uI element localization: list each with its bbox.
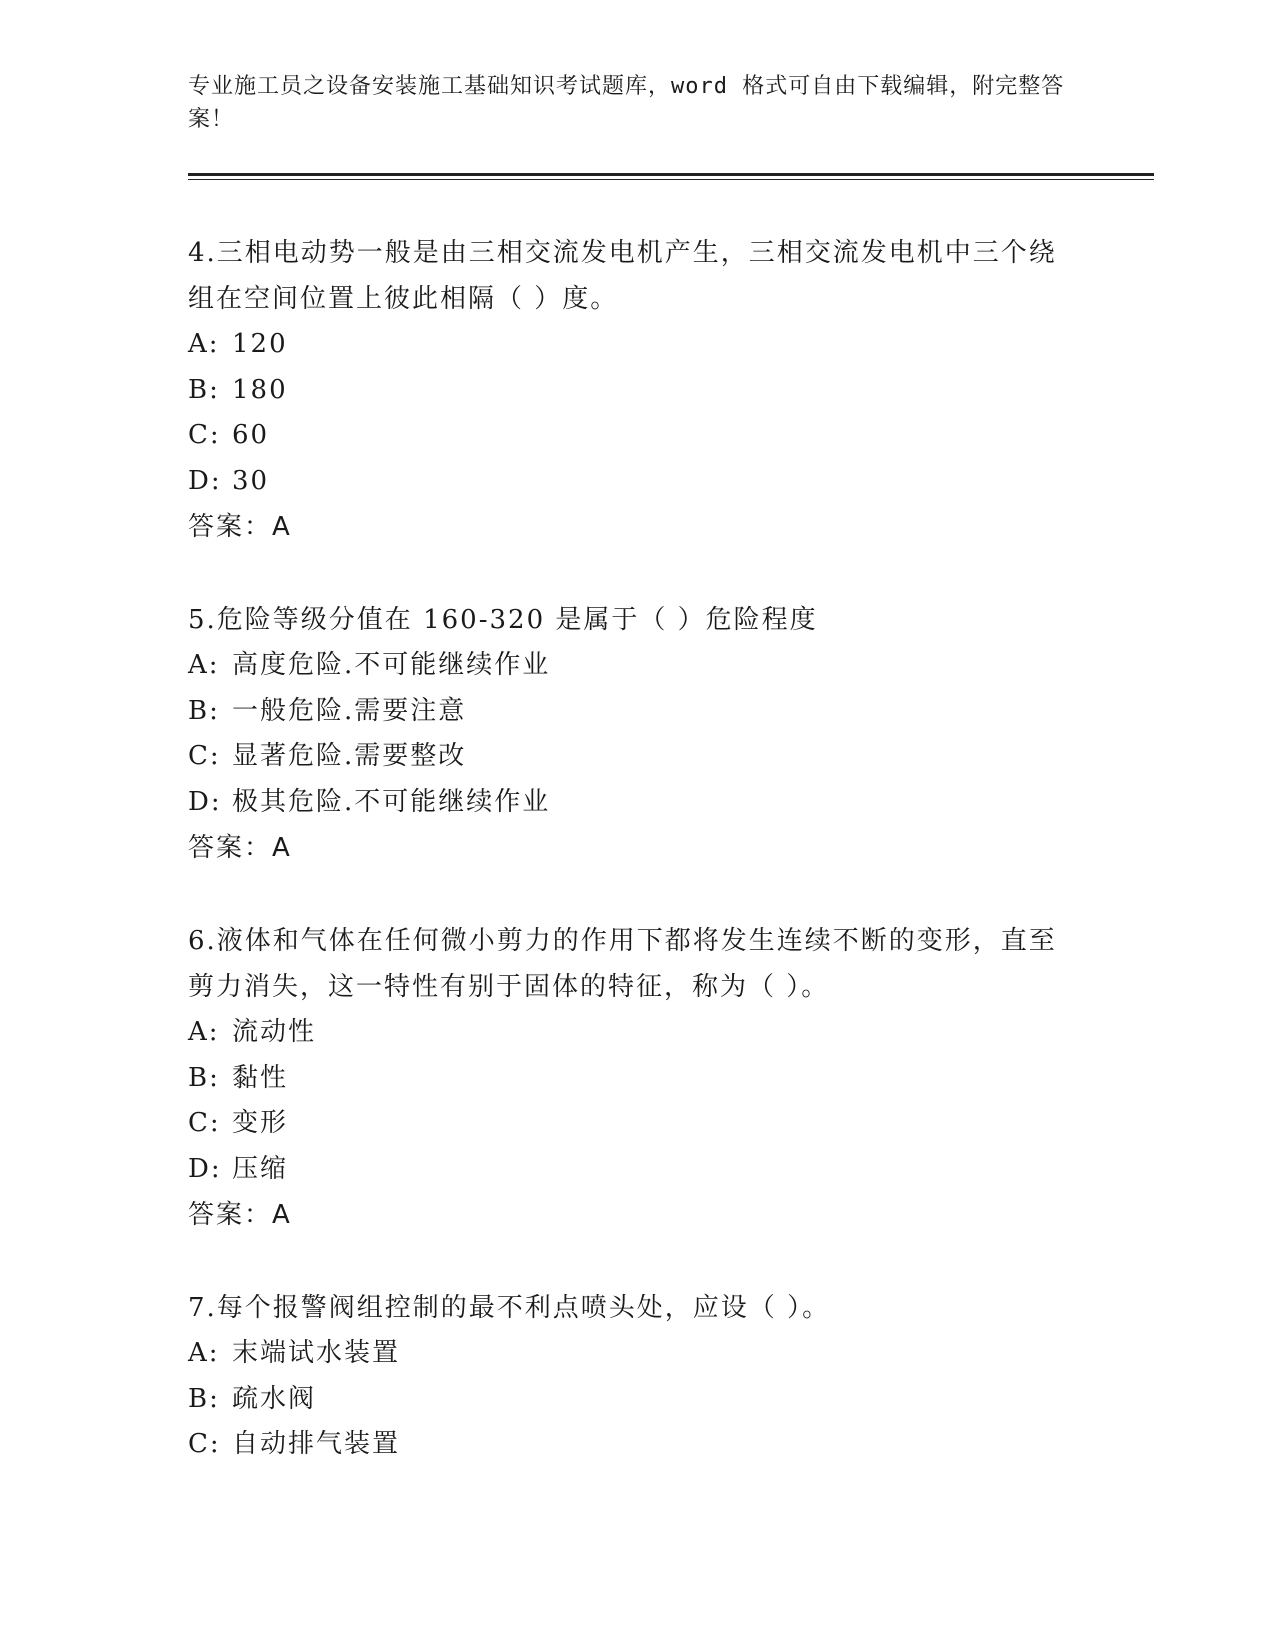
option-c: [188, 734, 1148, 780]
option-text: 自动排气装置: [232, 1429, 401, 1459]
option-text: 高度危险.不可能继续作业: [232, 650, 551, 680]
option-text: 黏性: [232, 1062, 289, 1093]
option-text: 变形: [232, 1108, 289, 1138]
option-a: [188, 1010, 1148, 1056]
option-d: [188, 1147, 1148, 1193]
question-stem: 5.危险等级分值在 160-320 是属于（ ）危险程度: [188, 605, 818, 635]
option-d: [188, 780, 1148, 826]
option-b: [188, 1056, 1148, 1102]
question-4: [188, 230, 1148, 550]
answer-line: 答案：A: [188, 512, 292, 542]
option-key: A:: [188, 650, 220, 680]
option-text: 显著危险.需要整改: [232, 741, 467, 771]
option-a: [188, 643, 1148, 689]
option-text: 疏水阀: [232, 1383, 317, 1414]
option-key: C:: [188, 420, 221, 450]
option-c: [188, 413, 1148, 459]
option-text: 末端试水装置: [232, 1338, 401, 1368]
question-stem: 4.三相电动势一般是由三相交流发电机产生，三相交流发电机中三个绕组在空间位置上彼此相隔（ ）度。: [188, 238, 1057, 314]
question-list: [188, 230, 1148, 1468]
option-text: 一般危险.需要注意: [232, 695, 467, 726]
option-b: [188, 689, 1148, 735]
option-text: 流动性: [232, 1017, 317, 1047]
document-page: [188, 70, 1148, 1515]
question-5: [188, 597, 1148, 871]
option-key: C:: [188, 741, 221, 771]
option-c: [188, 1101, 1148, 1147]
question-6: [188, 918, 1148, 1238]
question-stem: 6.液体和气体在任何微小剪力的作用下都将发生连续不断的变形，直至剪力消失，这一特性有别于固体的特征，称为（ ）。: [188, 926, 1057, 1002]
option-a: [188, 1331, 1148, 1377]
option-text: 180: [232, 374, 288, 405]
option-b: [188, 368, 1148, 414]
option-text: 120: [232, 329, 288, 359]
header-divider: [188, 173, 1154, 180]
option-key: B:: [188, 1383, 220, 1414]
option-key: B:: [188, 374, 220, 405]
option-key: D:: [188, 465, 222, 496]
option-key: C:: [188, 1429, 221, 1459]
answer-line: 答案：A: [188, 833, 292, 863]
option-b: [188, 1377, 1148, 1423]
option-key: B:: [188, 695, 220, 726]
option-text: 极其危险.不可能继续作业: [232, 786, 551, 817]
option-key: A:: [188, 329, 220, 359]
question-stem: 7.每个报警阀组控制的最不利点喷头处，应设（ ）。: [188, 1293, 831, 1323]
option-key: A:: [188, 1017, 220, 1047]
option-key: D:: [188, 1153, 222, 1184]
option-a: [188, 322, 1148, 368]
option-text: 压缩: [232, 1153, 289, 1184]
answer-line: 答案：A: [188, 1200, 292, 1230]
document-header: 专业施工员之设备安装施工基础知识考试题库，word 格式可自由下载编辑，附完整答案！: [188, 74, 1065, 132]
option-text: 30: [232, 465, 270, 496]
option-c: [188, 1422, 1148, 1468]
option-key: B:: [188, 1062, 220, 1093]
option-text: 60: [232, 420, 270, 450]
question-7: [188, 1285, 1148, 1468]
option-key: A:: [188, 1338, 220, 1368]
option-key: C:: [188, 1108, 221, 1138]
option-key: D:: [188, 786, 222, 817]
option-d: [188, 459, 1148, 505]
